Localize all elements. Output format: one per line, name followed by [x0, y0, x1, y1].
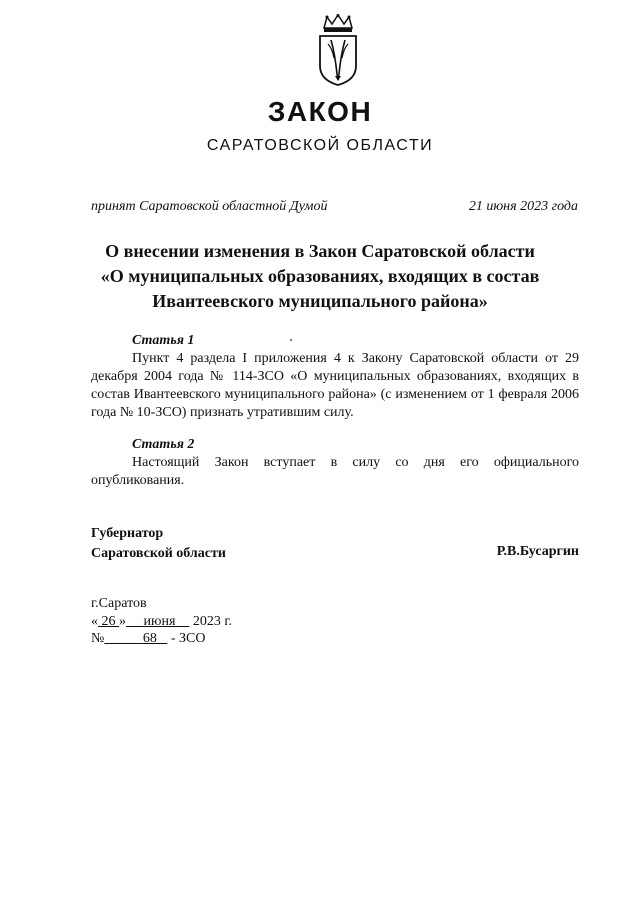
law-heading-line: «О муниципальных образованиях, входящих в состав	[100, 266, 540, 286]
article-1-title: Статья 1	[132, 333, 195, 348]
signing-day: 26	[101, 614, 116, 629]
signatory-position-line: Саратовской области	[91, 546, 226, 561]
number-suffix: - ЗСО	[170, 631, 206, 646]
adoption-authority: принят Саратовской областной Думой	[91, 199, 328, 214]
law-heading-line: Ивантеевского муниципального района»	[152, 291, 488, 311]
place-of-signing: г.Саратов	[91, 596, 147, 611]
date-quote-close: »	[119, 614, 126, 629]
scan-speck	[290, 339, 292, 341]
law-number	[91, 631, 205, 647]
document-title: ЗАКОН	[267, 96, 373, 127]
signing-month: июня	[143, 614, 176, 629]
document-subtitle: САРАТОВСКОЙ ОБЛАСТИ	[206, 137, 434, 154]
law-heading	[60, 239, 580, 314]
signing-date	[91, 614, 232, 630]
article-2-title: Статья 2	[132, 437, 195, 452]
article-2-text: Настоящий Закон вступает в силу со дня его официального опубликования.	[91, 455, 579, 488]
coat-of-arms-icon	[316, 14, 360, 86]
article-1-text: Пункт 4 раздела I приложения 4 к Закону Саратовской области от 29 декабря 2004 года № 114-ЗСО «О муниципальных образованиях, входящих в состав Ивантеевского муниципального района» (с изменением от 1 февраля 2006 года № 10-ЗСО) признать утратившим силу.	[91, 351, 579, 420]
signatory-position-line: Губернатор	[91, 526, 164, 541]
number-prefix: №	[91, 631, 105, 646]
date-quote-open: «	[91, 614, 98, 629]
number-value: 68	[142, 631, 157, 646]
signing-year: 2023 г.	[192, 614, 233, 629]
signatory-name: Р.В.Бусаргин	[496, 544, 579, 559]
adoption-date: 21 июня 2023 года	[468, 199, 578, 214]
law-heading-line: О внесении изменения в Закон Саратовской области	[105, 241, 535, 261]
signatory-position	[91, 524, 226, 564]
